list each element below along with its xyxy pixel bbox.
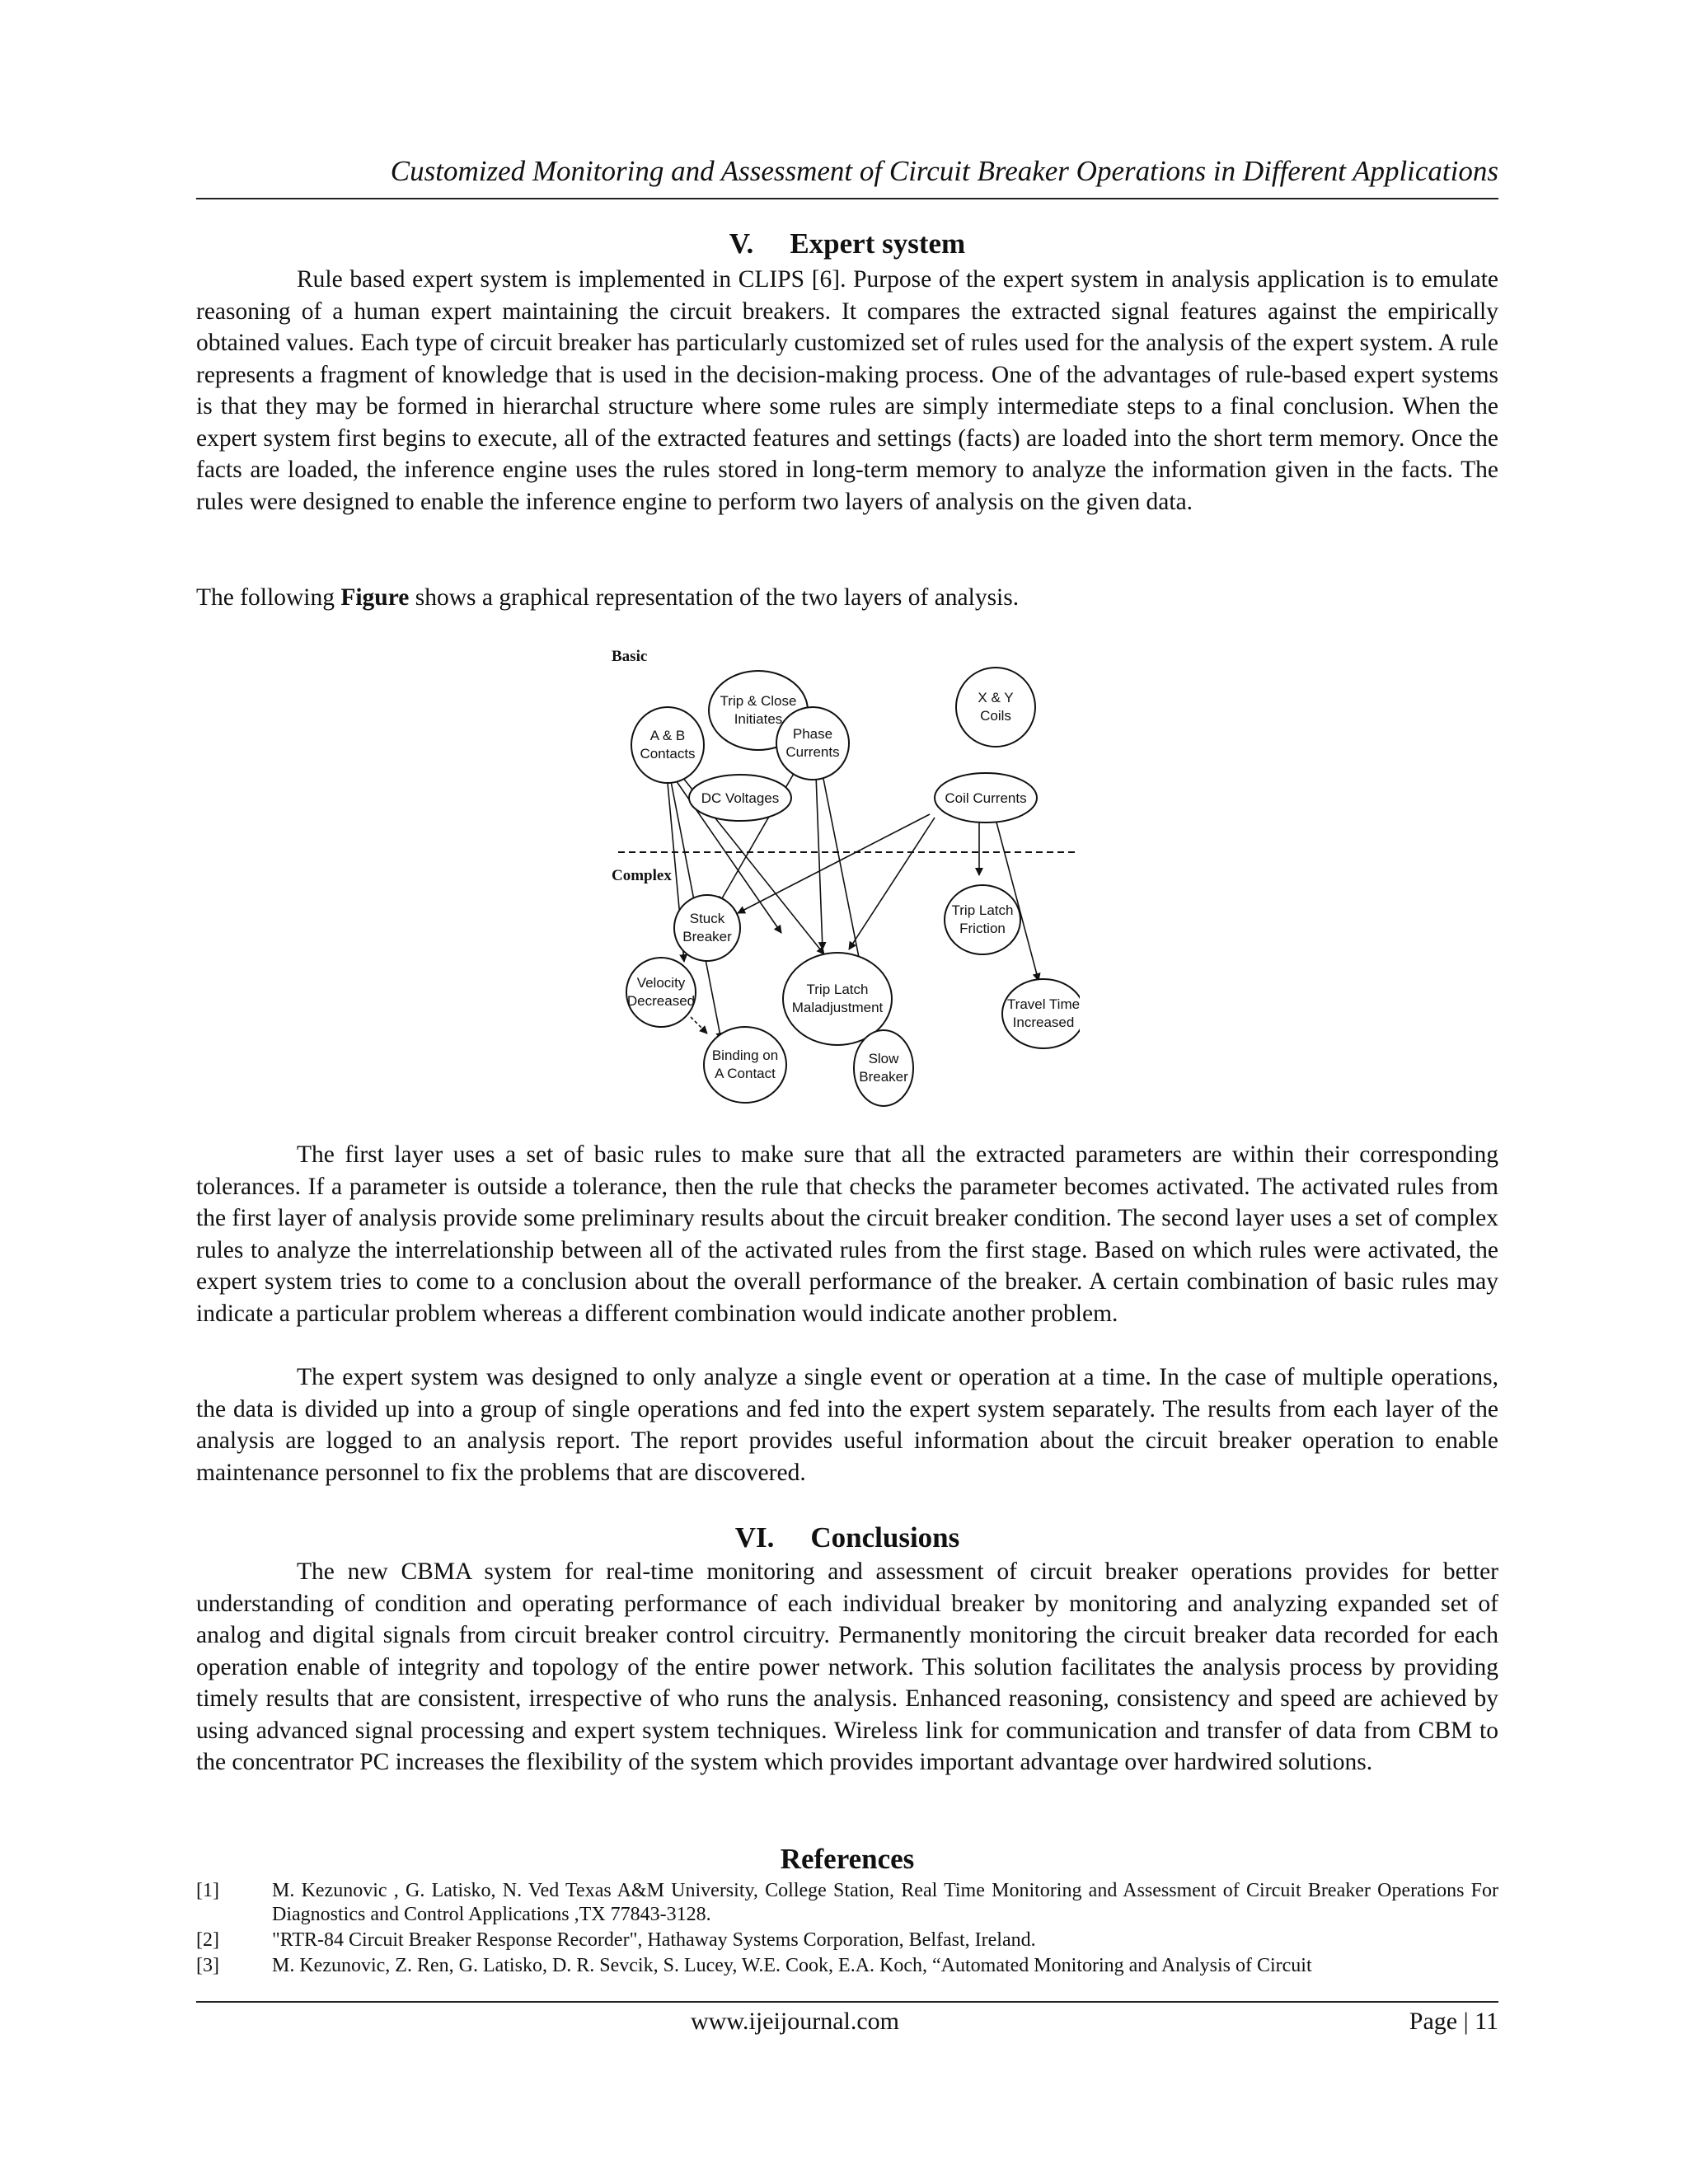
reference-item [196, 1954, 1498, 1978]
label-bind-2: A Contact [715, 1066, 776, 1081]
label-vel-1: Velocity [636, 975, 686, 991]
label-stuck-2: Breaker [682, 929, 732, 944]
node-travel-time-increased [1002, 979, 1080, 1048]
references-list [196, 1879, 1498, 1980]
section-number: V. [729, 227, 754, 260]
label-ab-1: A & B [649, 728, 686, 743]
label-xy-1: X & Y [978, 690, 1014, 705]
expert-system-paragraph-1: Rule based expert system is implemented in CLIPS [6]. Purpose of the expert system in analysis application is to emulate reasoning of a human expert maintaining the circuit breakers. It compares the extracted signal features against the empirically obtained values. Each type of circuit breaker has particularly customized set of rules used for the analysis of the expert system. A rule represents a fragment of knowledge that is used in the decision-making process. One of the advantages of rule-based expert systems is that they may be formed in hierarchal structure where some rules are simply intermediate steps to a final conclusion. When the expert system first begins to execute, all of the extracted features and settings (facts) are loaded into the short term memory. Once the facts are loaded, the inference engine uses the rules stored in long-term memory to analyze the information given in the facts. The rules were designed to enable the inference engine to perform two layers of analysis on the given data. [196, 266, 1498, 515]
references-heading: References [780, 1843, 915, 1875]
node-slow-breaker [854, 1030, 913, 1106]
label-dc: DC Voltages [701, 790, 780, 806]
conclusions-paragraph: The new CBMA system for real-time monitoring and assessment of circuit breaker operations provides for better understanding of condition and operating performance of each individual breaker by monitoring and analyzing expanded set of analog and digital signals from circuit breaker control circuitry. Permanently monitoring the circuit breaker data recorded for each operation enable of integrity and topology of the entire power network. This solution facilitates the analysis process by providing timely results that are consistent, irrespective of who runs the analysis. Enhanced reasoning, consistency and speed are achieved by using advanced signal processing and expert system techniques. Wireless link for communication and transfer of data from CBM to the concentrator PC increases the flexibility of the system which provides important advantage over hardwired solutions. [196, 1558, 1498, 1775]
figure-intro-paragraph [196, 582, 1498, 614]
label-tt-1: Travel Time [1006, 996, 1080, 1012]
reference-index: [3] [196, 1955, 219, 1976]
edge-phase-tlmal [816, 775, 823, 949]
label-phase-2: Currents [785, 744, 840, 760]
section-heading-conclusions [196, 1521, 1498, 1554]
label-tc-1: Trip & Close [720, 693, 797, 709]
expert-system-paragraph-2: The first layer uses a set of basic rules to make sure that all the extracted parameters are within their corresponding tolerances. If a parameter is outside a tolerance, then the rule that checks the parameter becomes activated. The activated rules from the first layer of analysis provide some preliminary results about the circuit breaker condition. The second layer uses a set of complex rules to analyze the interrelationship between all of the activated rules from the first stage. Based on which rules were activated, the expert system tries to come to a conclusion about the overall performance of the breaker. A certain combination of basic rules may indicate a particular problem whereas a different combination would indicate another problem. [196, 1141, 1498, 1327]
node-velocity-decreased [626, 958, 696, 1027]
reference-item [196, 1879, 1498, 1927]
node-phase-currents [776, 707, 849, 780]
label-vel-2: Decreased [626, 993, 696, 1009]
node-stuck-breaker [674, 895, 740, 961]
label-phase-1: Phase [792, 726, 833, 742]
node-xy-coils [956, 668, 1035, 747]
label-tlm-2: Maladjustment [791, 1000, 884, 1015]
label-tlf-2: Friction [959, 921, 1006, 936]
label-slow-2: Breaker [859, 1069, 908, 1085]
label-ab-2: Contacts [640, 746, 696, 762]
edge-coil-tlmal [849, 818, 935, 949]
reference-text: M. Kezunovic , G. Latisko, N. Ved Texas A&M University, College Station, Real Time Monitoring and Assessment of Circuit Breaker Operations For Diagnostics and Control Applications ,TX 77843-3128. [272, 1880, 1498, 1925]
node-trip-latch-friction [945, 885, 1020, 954]
node-ab-contacts [631, 707, 704, 783]
complex-layer-label: Complex [612, 867, 672, 884]
rule-layers-figure [602, 636, 1080, 1131]
label-tt-2: Increased [1012, 1015, 1075, 1030]
footer-url[interactable]: www.ijeijournal.com [691, 2008, 899, 2035]
footer-page-number: Page | 11 [1409, 2008, 1498, 2035]
reference-text: "RTR-84 Circuit Breaker Response Recorder", Hathaway Systems Corporation, Belfast, Ireland. [272, 1929, 1036, 1951]
rule-layers-diagram [602, 636, 1080, 1131]
label-tc-2: Initiates [734, 711, 783, 727]
label-coil: Coil Currents [945, 790, 1027, 806]
label-tlm-1: Trip Latch [806, 982, 869, 997]
label-slow-1: Slow [868, 1051, 899, 1066]
section-heading-expert-system [196, 227, 1498, 260]
reference-index: [2] [196, 1929, 219, 1951]
node-binding-contact [704, 1027, 786, 1103]
expert-system-paragraph-3: The expert system was designed to only analyze a single event or operation at a time. In the case of multiple operations, the data is divided up into a group of single operations and fed into the expert system separately. The results from each layer of the analysis are logged to an analysis report. The report provides useful information about the circuit breaker operation to enable maintenance personnel to fix the problems that are discovered. [196, 1364, 1498, 1486]
header-rule [196, 198, 1498, 199]
reference-index: [1] [196, 1880, 219, 1901]
edge-velocity-binding [691, 1017, 707, 1033]
section-number: VI. [734, 1521, 775, 1554]
figure-intro-bold: Figure [340, 584, 410, 611]
running-header: Customized Monitoring and Assessment of Circuit Breaker Operations in Different Applications [390, 155, 1498, 187]
label-tlf-1: Trip Latch [951, 902, 1014, 918]
label-xy-2: Coils [980, 708, 1011, 724]
section-title: Expert system [790, 227, 966, 260]
basic-layer-label: Basic [612, 648, 648, 665]
reference-text: M. Kezunovic, Z. Ren, G. Latisko, D. R. Sevcik, S. Lucey, W.E. Cook, E.A. Koch, “Automated Monitoring and Analysis of Circuit [272, 1955, 1312, 1976]
label-stuck-1: Stuck [689, 911, 725, 926]
reference-item [196, 1929, 1498, 1952]
figure-intro-text: The following [196, 584, 341, 611]
footer-rule [196, 2001, 1498, 2003]
label-bind-1: Binding on [711, 1047, 779, 1063]
figure-intro-text-end: shows a graphical representation of the two layers of analysis. [409, 584, 1020, 611]
section-title: Conclusions [810, 1521, 960, 1554]
